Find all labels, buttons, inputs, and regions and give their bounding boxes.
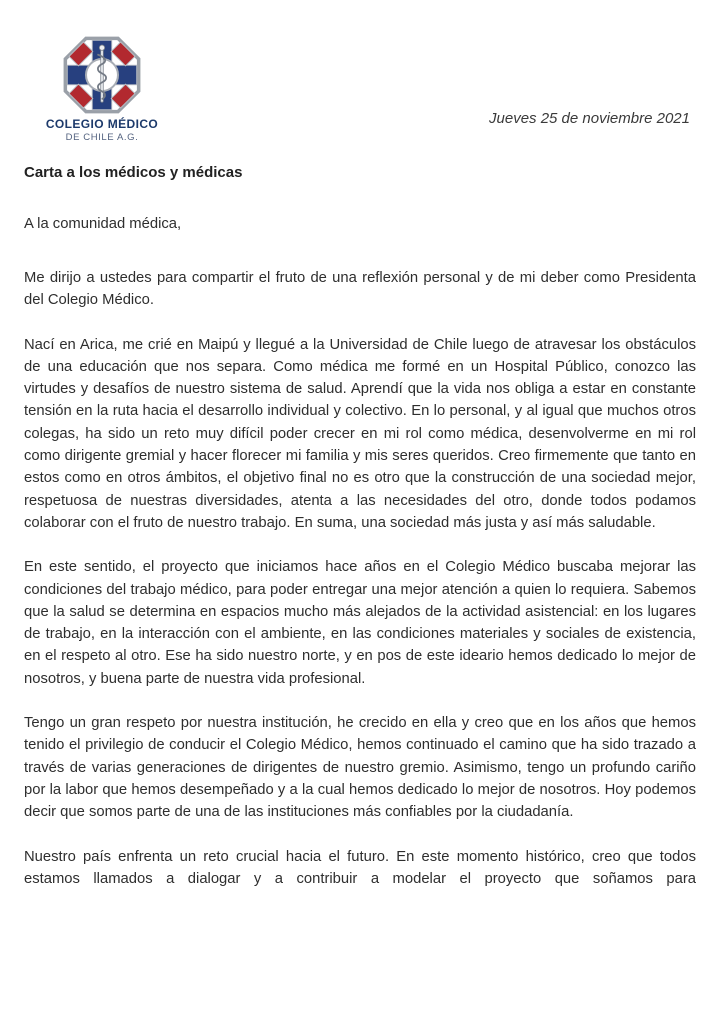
paragraph-future: Nuestro país enfrenta un reto crucial hacia el futuro. En este momento histórico, creo que todos estamos llamados a dialogar y a contribuir a modelar el proyecto que soñamos para <box>24 848 696 887</box>
org-logo <box>38 36 166 143</box>
org-subtitle: DE CHILE A.G. <box>65 132 139 143</box>
rod-of-asclepius-emblem-icon <box>63 36 141 114</box>
paragraph-project: En este sentido, el proyecto que iniciamos hace años en el Colegio Médico buscaba mejorar las condiciones del trabajo médico, para poder entregar una mejor atención a quien lo requiera. Sabemos que la salud se determina en espacios mucho más alejados de la actividad asistencial: en los lugares de trabajo, en la interacción con el ambiente, en las condiciones materiales y sociales de existencia, en el respeto al otro. Ese ha sido nuestro norte, y en pos de este ideario hemos dedicado lo mejor de nosotros, y buena parte de nuestra vida profesional. <box>24 559 696 687</box>
letter-date: Jueves 25 de noviembre 2021 <box>489 110 690 127</box>
salutation: A la comunidad médica, <box>24 216 182 232</box>
org-name: COLEGIO MÉDICO <box>45 117 159 131</box>
paragraph-intro: Me dirijo a ustedes para compartir el fruto de una reflexión personal y de mi deber como Presidenta del Colegio Médico. <box>24 270 696 309</box>
paragraph-personal-history: Nací en Arica, me crié en Maipú y llegué a la Universidad de Chile luego de atravesar los obstáculos de una educación que nos separa. Como médica me formé en un Hospital Público, conozco las virtudes y desafíos de nuestro sistema de salud. Aprendí que la vida nos obliga a estar en constante tensión en la ruta hacia el desarrollo individual y colectivo. En lo personal, y al igual que muchos otros colegas, ha sido un reto muy difícil poder crecer en mi rol como médica, desenvolverme en mi rol como dirigente gremial y hacer florecer mi familia y mis seres queridos. Creo firmemente que tanto en estos como en otros ámbitos, el objetivo final no es otro que la construcción de una sociedad mejor, respetuosa de nuestras diversidades, atenta a las necesidades del otro, donde todos podamos colaborar con el fruto de nuestro trabajo. En suma, una sociedad más justa y así más saludable. <box>24 336 696 531</box>
letter-title: Carta a los médicos y médicas <box>24 164 243 181</box>
letterhead <box>24 34 696 164</box>
paragraph-institution: Tengo un gran respeto por nuestra institución, he crecido en ella y creo que en los años que hemos tenido el privilegio de conducir el Colegio Médico, hemos continuado el camino que ha sido trazado a través de varias generaciones de dirigentes de nuestro gremio. Asimismo, tengo un profundo cariño por la labor que hemos desempeñado y a la cual hemos dedicado lo mejor de nosotros. Hoy podemos decir que somos parte de una de las instituciones más confiables por la ciudadanía. <box>24 715 696 821</box>
